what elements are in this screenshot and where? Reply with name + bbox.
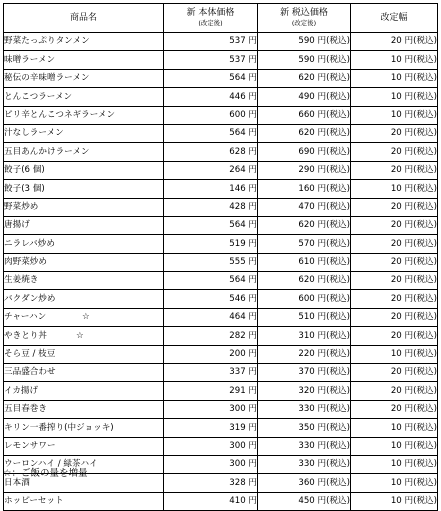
cell-product-name: [4, 437, 164, 455]
product-name: 肉野菜炒め: [4, 257, 47, 268]
cell-tax-price: 350 円(税込): [258, 419, 351, 437]
cell-change: 10 円(税込): [351, 419, 438, 437]
header-tax-price-label: 新 税込価格: [280, 8, 328, 18]
cell-base-price: 319 円: [164, 419, 258, 437]
cell-tax-price: 470 円(税込): [258, 198, 351, 216]
header-tax-price-note: (改定後): [291, 19, 317, 27]
product-name: 三品盛合わせ: [4, 367, 56, 378]
cell-product-name: [4, 419, 164, 437]
cell-tax-price: 590 円(税込): [258, 33, 351, 51]
cell-tax-price: 330 円(税込): [258, 455, 351, 473]
star-mark: ☆: [76, 330, 84, 341]
header-base-price-label: 新 本体価格: [186, 8, 235, 18]
cell-base-price: 300 円: [164, 400, 258, 418]
cell-base-price: 446 円: [164, 88, 258, 106]
table-row: [4, 400, 438, 418]
cell-base-price: 410 円: [164, 492, 258, 510]
table-row: [4, 437, 438, 455]
product-name: 日本酒: [4, 477, 30, 488]
cell-tax-price: 610 円(税込): [258, 253, 351, 271]
cell-base-price: 519 円: [164, 235, 258, 253]
cell-tax-price: 620 円(税込): [258, 69, 351, 87]
product-name: レモンサワー: [4, 440, 56, 451]
table-row: [4, 180, 438, 198]
product-name: 餃子(6 個): [4, 165, 45, 176]
cell-change: 20 円(税込): [351, 327, 438, 345]
cell-product-name: [4, 290, 164, 308]
product-name: とんこつラーメン: [4, 91, 73, 102]
cell-change: 10 円(税込): [351, 180, 438, 198]
cell-tax-price: 570 円(税込): [258, 235, 351, 253]
cell-change: 20 円(税込): [351, 272, 438, 290]
product-name: 秘伝の辛味噌ラーメン: [4, 73, 90, 84]
cell-base-price: 564 円: [164, 272, 258, 290]
cell-base-price: 300 円: [164, 455, 258, 473]
cell-product-name: [4, 124, 164, 142]
cell-change: 20 円(税込): [351, 33, 438, 51]
cell-change: 10 円(税込): [351, 88, 438, 106]
cell-tax-price: 620 円(税込): [258, 124, 351, 142]
product-name: チャーハン: [4, 312, 47, 323]
table-row: [4, 198, 438, 216]
cell-change: 20 円(税込): [351, 143, 438, 161]
product-name: 野菜たっぷりタンメン: [4, 36, 90, 47]
header-base-price: [164, 4, 258, 33]
cell-change: 10 円(税込): [351, 69, 438, 87]
cell-change: 20 円(税込): [351, 216, 438, 234]
table-row: [4, 419, 438, 437]
cell-change: 20 円(税込): [351, 290, 438, 308]
product-name: バクダン炒め: [4, 293, 56, 304]
cell-tax-price: 370 円(税込): [258, 364, 351, 382]
cell-product-name: [4, 272, 164, 290]
cell-product-name: [4, 198, 164, 216]
price-table: [3, 3, 438, 511]
cell-tax-price: 600 円(税込): [258, 290, 351, 308]
cell-tax-price: 310 円(税込): [258, 327, 351, 345]
cell-base-price: 264 円: [164, 161, 258, 179]
cell-product-name: [4, 235, 164, 253]
cell-product-name: [4, 345, 164, 363]
cell-product-name: [4, 216, 164, 234]
cell-change: 20 円(税込): [351, 161, 438, 179]
table-row: [4, 124, 438, 142]
cell-change: 10 円(税込): [351, 437, 438, 455]
cell-tax-price: 330 円(税込): [258, 400, 351, 418]
cell-product-name: [4, 106, 164, 124]
cell-tax-price: 690 円(税込): [258, 143, 351, 161]
cell-base-price: 600 円: [164, 106, 258, 124]
table-row: [4, 364, 438, 382]
table-row: [4, 290, 438, 308]
cell-base-price: 555 円: [164, 253, 258, 271]
cell-change: 20 円(税込): [351, 400, 438, 418]
cell-product-name: [4, 253, 164, 271]
cell-product-name: [4, 51, 164, 69]
product-name: 餃子(3 個): [4, 183, 45, 194]
cell-product-name: [4, 400, 164, 418]
cell-base-price: 564 円: [164, 216, 258, 234]
cell-change: 10 円(税込): [351, 474, 438, 492]
cell-product-name: [4, 308, 164, 326]
cell-change: 20 円(税込): [351, 364, 438, 382]
cell-change: 20 円(税込): [351, 253, 438, 271]
cell-base-price: 537 円: [164, 33, 258, 51]
product-name: 生姜焼き: [4, 275, 39, 286]
product-name: ウーロンハイ / 緑茶ハイ: [4, 459, 98, 470]
cell-change: 20 円(税込): [351, 198, 438, 216]
cell-base-price: 300 円: [164, 437, 258, 455]
table-row: [4, 382, 438, 400]
star-mark: ☆: [82, 312, 90, 323]
cell-change: 10 円(税込): [351, 106, 438, 124]
cell-change: 10 円(税込): [351, 492, 438, 510]
cell-base-price: 291 円: [164, 382, 258, 400]
cell-change: 10 円(税込): [351, 455, 438, 473]
cell-base-price: 564 円: [164, 69, 258, 87]
footnote: ☆：ご飯の量を増量: [3, 468, 88, 479]
table-row: [4, 492, 438, 510]
product-name: ピリ辛とんこつネギラーメン: [4, 109, 116, 120]
cell-tax-price: 330 円(税込): [258, 437, 351, 455]
product-name: 野菜炒め: [4, 201, 39, 212]
table-row: [4, 216, 438, 234]
cell-base-price: 628 円: [164, 143, 258, 161]
cell-base-price: 146 円: [164, 180, 258, 198]
cell-product-name: [4, 88, 164, 106]
table-row: [4, 69, 438, 87]
product-name: 五目春巻き: [4, 404, 47, 415]
cell-product-name: [4, 69, 164, 87]
product-name: ニラレバ炒め: [4, 238, 55, 249]
table-row: [4, 345, 438, 363]
cell-tax-price: 620 円(税込): [258, 272, 351, 290]
product-name: キリン一番搾り(中ジョッキ): [4, 422, 114, 433]
table-row: [4, 308, 438, 326]
cell-change: 10 円(税込): [351, 345, 438, 363]
table-row: [4, 143, 438, 161]
cell-tax-price: 290 円(税込): [258, 161, 351, 179]
table-row: [4, 327, 438, 345]
cell-base-price: 337 円: [164, 364, 258, 382]
cell-tax-price: 360 円(税込): [258, 474, 351, 492]
cell-tax-price: 450 円(税込): [258, 492, 351, 510]
cell-base-price: 200 円: [164, 345, 258, 363]
cell-base-price: 464 円: [164, 308, 258, 326]
product-name: 味噌ラーメン: [4, 54, 56, 65]
cell-product-name: [4, 143, 164, 161]
cell-tax-price: 620 円(税込): [258, 216, 351, 234]
table-row: [4, 106, 438, 124]
product-name: ホッピーセット: [4, 496, 64, 507]
cell-base-price: 282 円: [164, 327, 258, 345]
table-row: [4, 161, 438, 179]
cell-product-name: [4, 180, 164, 198]
cell-product-name: [4, 327, 164, 345]
header-change: 改定幅: [351, 4, 438, 33]
cell-change: 20 円(税込): [351, 235, 438, 253]
product-name: イカ揚げ: [4, 385, 39, 396]
cell-tax-price: 590 円(税込): [258, 51, 351, 69]
cell-base-price: 428 円: [164, 198, 258, 216]
cell-product-name: [4, 33, 164, 51]
header-base-price-note: (改定後): [198, 19, 223, 27]
cell-base-price: 546 円: [164, 290, 258, 308]
table-row: [4, 235, 438, 253]
cell-product-name: [4, 161, 164, 179]
cell-base-price: 328 円: [164, 474, 258, 492]
product-name: そら豆 / 枝豆: [4, 349, 56, 360]
cell-product-name: [4, 382, 164, 400]
cell-product-name: [4, 364, 164, 382]
product-name: やきとり丼: [4, 330, 47, 341]
cell-change: 10 円(税込): [351, 51, 438, 69]
table-header-row: [4, 4, 438, 33]
cell-tax-price: 510 円(税込): [258, 308, 351, 326]
header-product-name: 商品名: [4, 4, 164, 33]
cell-change: 20 円(税込): [351, 124, 438, 142]
cell-change: 20 円(税込): [351, 382, 438, 400]
cell-tax-price: 160 円(税込): [258, 180, 351, 198]
header-tax-price: [258, 4, 351, 33]
cell-change: 20 円(税込): [351, 308, 438, 326]
table-row: [4, 51, 438, 69]
product-name: 唐揚げ: [4, 220, 30, 231]
cell-product-name: [4, 492, 164, 510]
cell-base-price: 564 円: [164, 124, 258, 142]
table-row: [4, 272, 438, 290]
table-row: [4, 253, 438, 271]
table-row: [4, 88, 438, 106]
product-name: 五目あんかけラーメン: [4, 146, 90, 157]
cell-base-price: 537 円: [164, 51, 258, 69]
cell-tax-price: 320 円(税込): [258, 382, 351, 400]
table-row: [4, 33, 438, 51]
cell-tax-price: 220 円(税込): [258, 345, 351, 363]
cell-tax-price: 660 円(税込): [258, 106, 351, 124]
cell-tax-price: 490 円(税込): [258, 88, 351, 106]
product-name: 汁なしラーメン: [4, 128, 64, 139]
